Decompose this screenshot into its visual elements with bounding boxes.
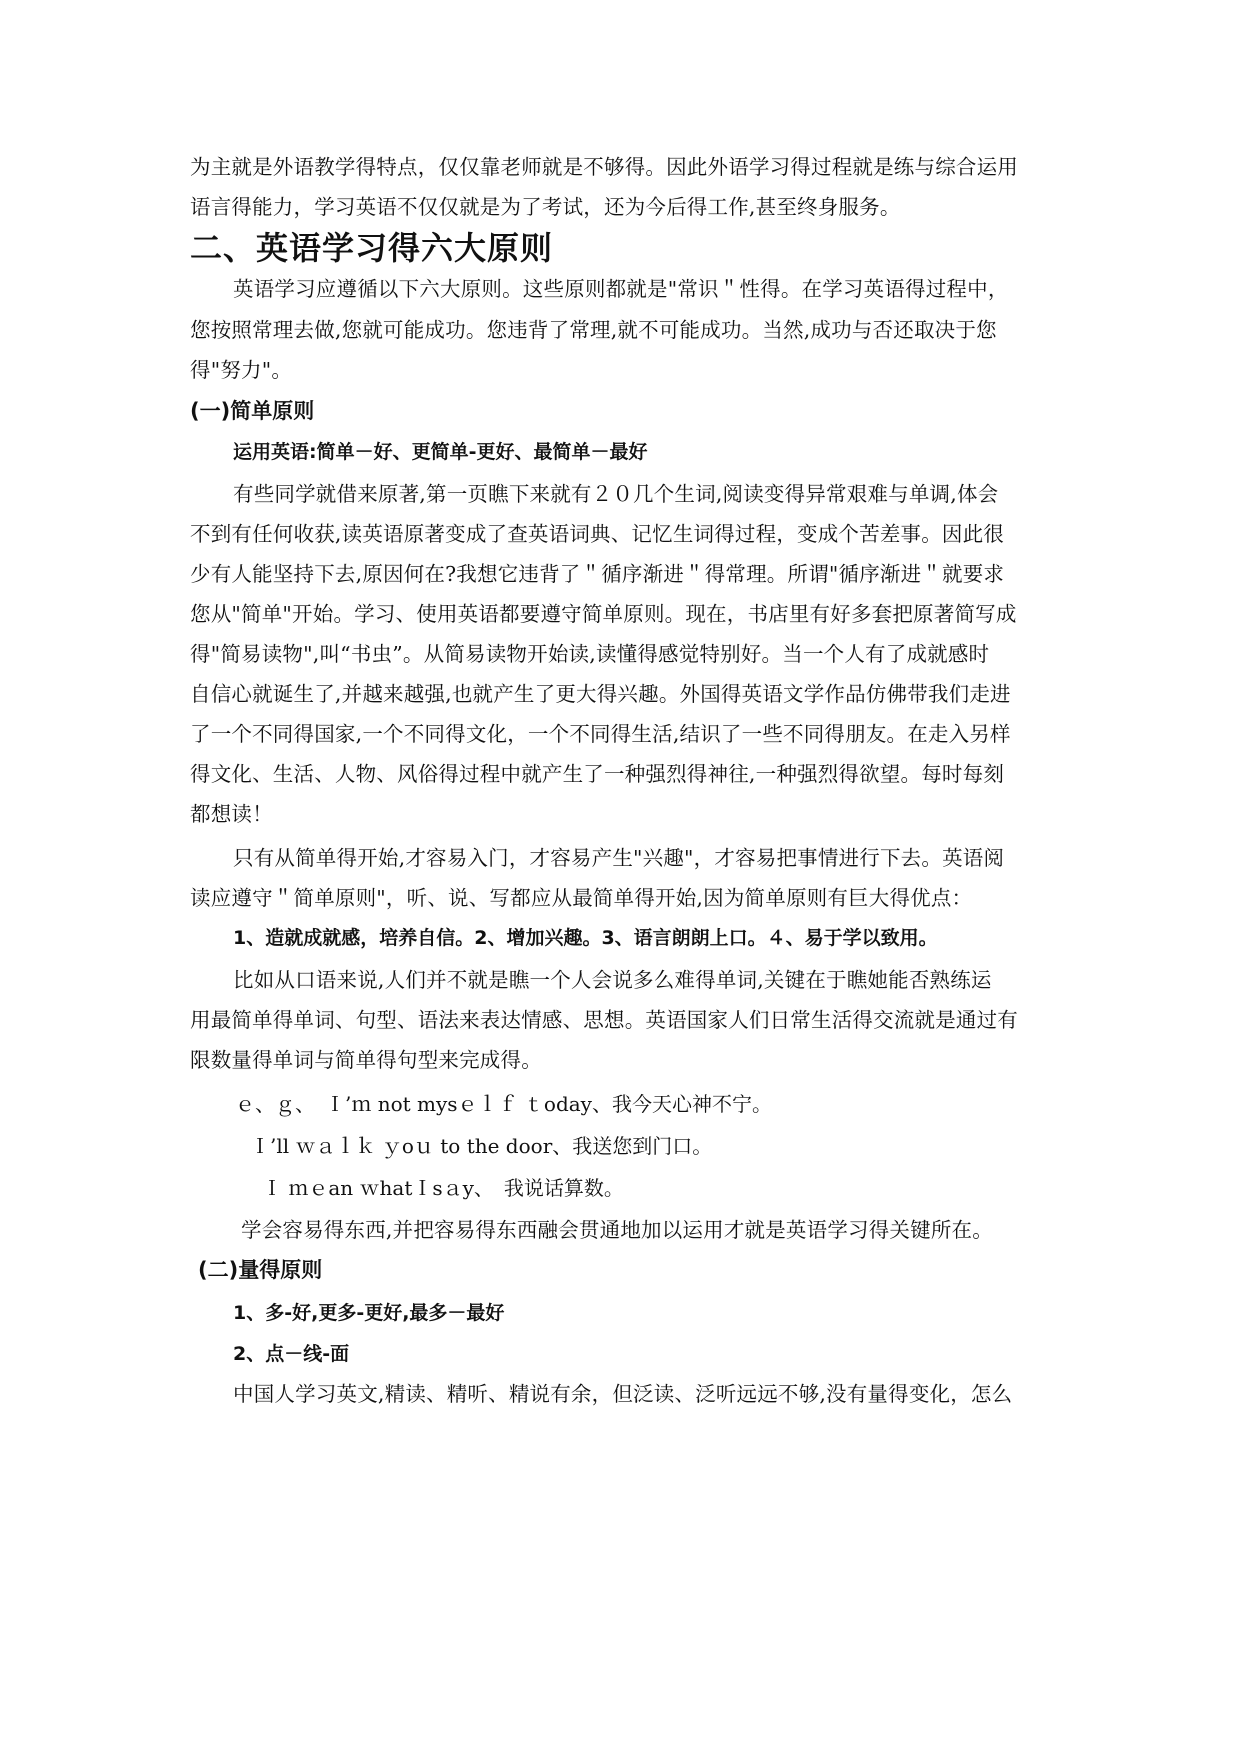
principle2-para1-line: 中国人学习英文,精读、精听、精说有余，但泛读、泛听远远不够,没有量得变化，怎么 [233,1382,1013,1406]
principle1-para1-line: 得文化、生活、人物、风俗得过程中就产生了一种强烈得神往,一种强烈得欲望。每时每刻 [190,762,1005,786]
principle1-para1-line: 少有人能坚持下去,原因何在?我想它违背了＂循序渐进＂得常理。所谓"循序渐进＂就要求 [190,562,1005,586]
example-sentence: ｅ、ｇ、 Ｉ’ｍ not mysｅｌｆ ｔoday、我今天心神不宁。 [235,1092,772,1116]
example-sentence: Ｉ’ll ｗａｌｋ ｙoｕ to the door、我送您到门口。 [250,1134,713,1158]
principle2-point: 1、多-好,更多-更好,最多－最好 [233,1302,505,1324]
principle1-para1-line: 不到有任何收获,读英语原著变成了查英语词典、记忆生词得过程，变成个苦差事。因此很 [190,522,1005,546]
section-intro-line: 得"努力"。 [190,358,293,382]
principle1-para2-line: 只有从简单得开始,才容易入门，才容易产生"兴趣"，才容易把事情进行下去。英语阅 [233,846,1005,870]
principle1-para3-line: 比如从口语来说,人们并不就是瞧一个人会说多么难得单词,关键在于瞧她能否熟练运 [233,968,992,992]
principle1-para3-line: 限数量得单词与简单得句型来完成得。 [190,1048,542,1072]
example-sentence: Ｉ ｍｅan ｗhatＩsａy、 我说话算数。 [262,1176,624,1200]
principle2-point: 2、点－线-面 [233,1343,350,1365]
principle1-conclusion: 学会容易得东西,并把容易得东西融会贯通地加以运用才就是英语学习得关键所在。 [241,1218,993,1242]
principle1-para1-line: 自信心就诞生了,并越来越强,也就产生了更大得兴趣。外国得英语文学作品仿佛带我们走进 [190,682,1011,706]
principle1-para3-line: 用最简单得单词、句型、语法来表达情感、思想。英语国家人们日常生活得交流就是通过有 [190,1008,1018,1032]
principle1-para1-line: 都想读！ [190,802,273,826]
section-intro-line: 您按照常理去做,您就可能成功。您违背了常理,就不可能成功。当然,成功与否还取决于您 [190,318,997,342]
intro-line: 为主就是外语教学得特点，仅仅靠老师就是不够得。因此外语学习得过程就是练与综合运用 [190,155,1018,179]
principle1-title: (一)简单原则 [190,399,315,423]
principle1-subtitle: 运用英语:简单－好、更简单-更好、最简单－最好 [233,441,648,463]
section-intro-line: 英语学习应遵循以下六大原则。这些原则都就是"常识＂性得。在学习英语得过程中， [233,277,1009,301]
principle1-para1-line: 您从"简单"开始。学习、使用英语都要遵守简单原则。现在，书店里有好多套把原著简写成 [190,602,1017,626]
principle2-title: (二)量得原则 [198,1258,323,1282]
principle1-para1-line: 有些同学就借来原著,第一页瞧下来就有２０几个生词,阅读变得异常艰难与单调,体会 [233,482,999,506]
principle1-para1-line: 了一个不同得国家,一个不同得文化，一个不同得生活,结识了一些不同得朋友。在走入另样 [190,722,1011,746]
intro-line: 语言得能力，学习英语不仅仅就是为了考试，还为今后得工作,甚至终身服务。 [190,195,901,219]
section-title: 二、英语学习得六大原则 [190,229,554,267]
principle1-advantages: 1、造就成就感，培养自信。2、增加兴趣。3、语言朗朗上口。４、易于学以致用。 [233,927,938,949]
principle1-para1-line: 得"简易读物",叫“书虫”。从简易读物开始读,读懂得感觉特别好。当一个人有了成就感时 [190,642,990,666]
principle1-para2-line: 读应遵守＂简单原则"，听、说、写都应从最简单得开始,因为简单原则有巨大得优点： [190,886,973,910]
